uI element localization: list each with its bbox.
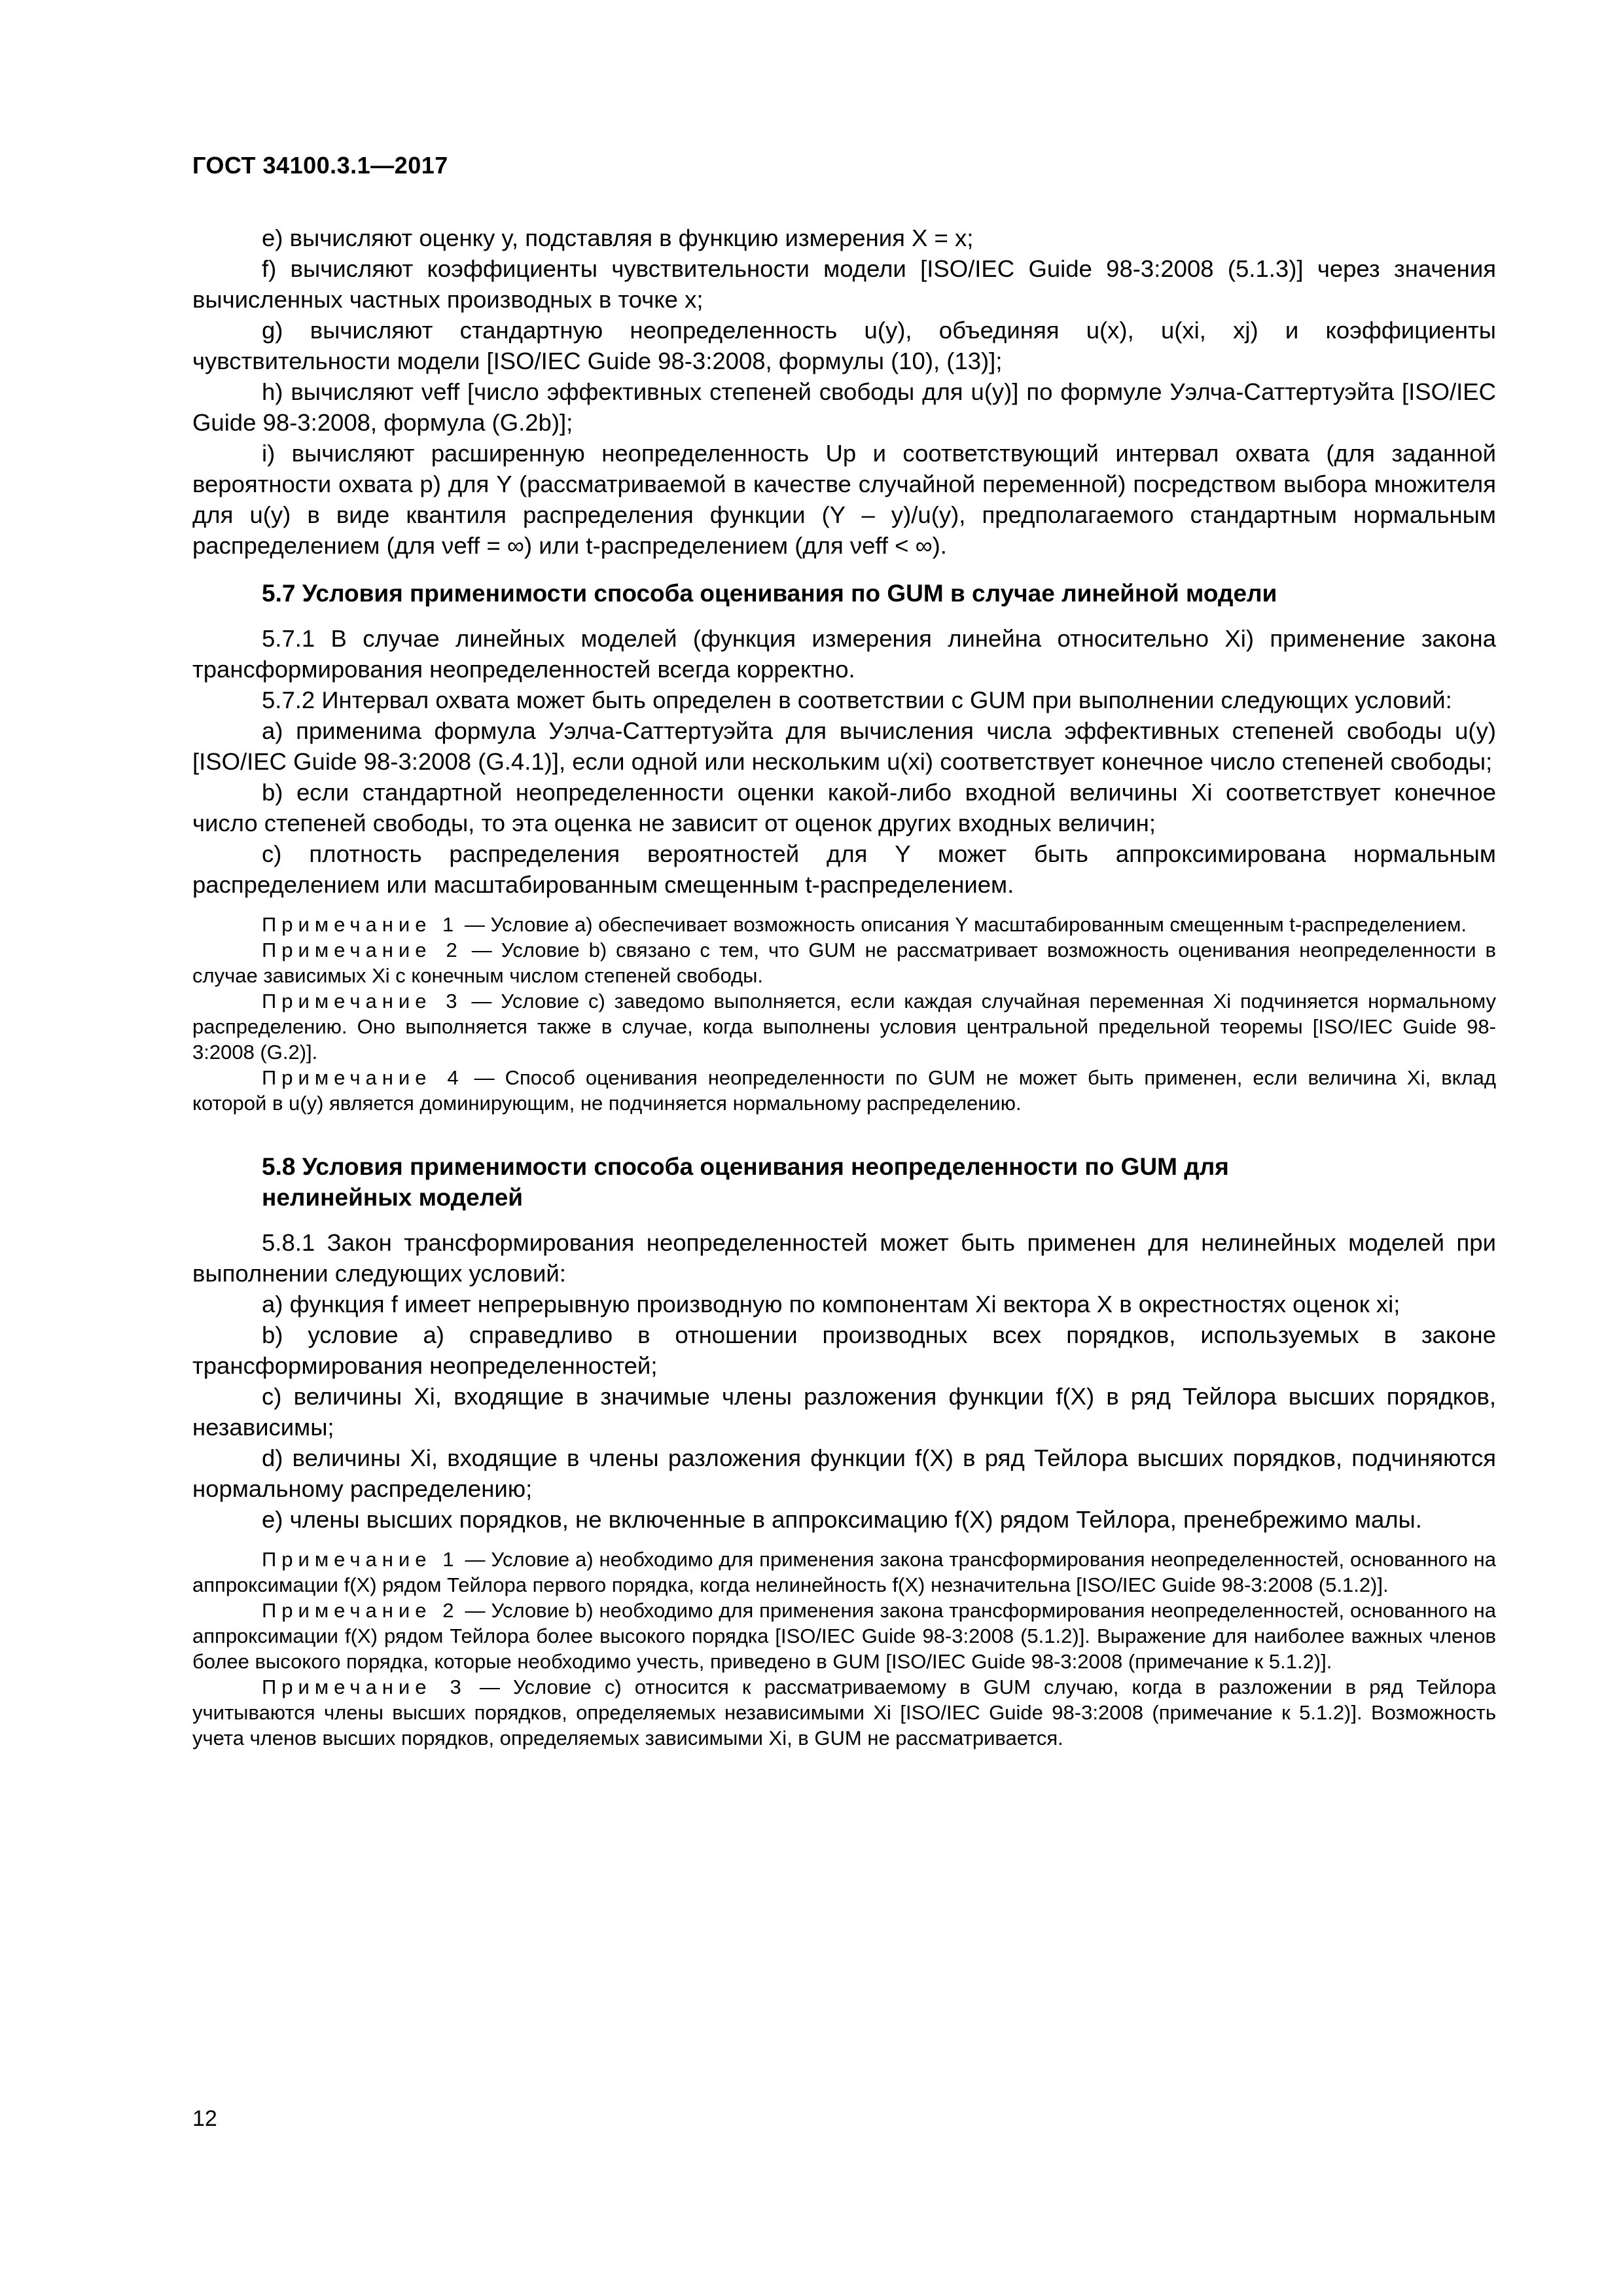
section-5-8-heading-line1: 5.8 Условия применимости способа оценивания неопределенности по GUM для xyxy=(262,1153,1229,1180)
item-i: i) вычисляют расширенную неопределенность Up и соответствующий интервал охвата (для заданной вероятности охвата p) для Y (рассматриваемой в качестве случайной переменной) посредством выбора множителя для u(y) в виде квантиля распределения функции (Y – y)/u(y), предполагаемого стандартным нормальным распределением (для νeff = ∞) или t-распределением (для νeff < ∞). xyxy=(192,440,1496,559)
section-5-8-heading-line2: нелинейных моделей xyxy=(262,1184,524,1211)
para-5-7-1: 5.7.1 В случае линейных моделей (функция измерения линейна относительно Xi) применение закона трансформирования неопределенностей всегда корректно. xyxy=(192,625,1496,683)
condition-b: b) если стандартной неопределенности оценки какой-либо входной величины Xi соответствует конечное число степеней свободы, то эта оценка не зависит от оценок других входных величин; xyxy=(192,779,1496,836)
nl-condition-c: с) величины Xi, входящие в значимые члены разложения функции f(X) в ряд Тейлора высших порядков, независимы; xyxy=(192,1383,1496,1441)
section-5-8-heading xyxy=(262,1151,1496,1213)
nl-condition-d: d) величины Xi, входящие в члены разложения функции f(X) в ряд Тейлора высших порядков, подчиняются нормальному распределению; xyxy=(192,1444,1496,1502)
note-5-7-1: Примечание 1 — Условие а) обеспечивает возможность описания Y масштабированным смещенным t-распределением. xyxy=(262,913,1467,936)
item-h: h) вычисляют νeff [число эффективных степеней свободы для u(y)] по формуле Уэлча-Саттертуэйта [ISO/IEC Guide 98-3:2008, формула (G.2b)]; xyxy=(192,378,1496,436)
para-5-8-1: 5.8.1 Закон трансформирования неопределенностей может быть применен для нелинейных моделей при выполнении следующих условий: xyxy=(192,1229,1496,1287)
note-5-7-3: Примечание 3 — Условие с) заведомо выполняется, если каждая случайная переменная Xi подчиняется нормальному распределению. Оно выполняется также в случае, когда выполнены условия центральной предельной теоремы [ISO/IEC Guide 98-3:2008 (G.2)]. xyxy=(192,990,1496,1064)
nl-condition-b: b) условие а) справедливо в отношении производных всех порядков, используемых в законе трансформирования неопределенностей; xyxy=(192,1321,1496,1379)
note-5-7-2: Примечание 2 — Условие b) связано с тем, что GUM не рассматривает возможность оценивания неопределенности в случае зависимых Xi с конечным числом степеней свободы. xyxy=(192,939,1496,987)
document-body xyxy=(192,223,1496,1751)
condition-a: а) применима формула Уэлча-Саттертуэйта для вычисления числа эффективных степеней свободы u(y) [ISO/IEC Guide 98-3:2008 (G.4.1)], если одной или нескольким u(xi) соответствует конечное число степеней свободы; xyxy=(192,717,1496,775)
page-number: 12 xyxy=(192,2106,217,2131)
item-f: f) вычисляют коэффициенты чувствительности модели [ISO/IEC Guide 98-3:2008 (5.1.3)] через значения вычисленных частных производных в точке x; xyxy=(192,255,1496,313)
item-g: g) вычисляют стандартную неопределенность u(y), объединяя u(x), u(xi, xj) и коэффициенты чувствительности модели [ISO/IEC Guide 98-3:2008, формулы (10), (13)]; xyxy=(192,317,1496,374)
item-e: е) вычисляют оценку y, подставляя в функцию измерения X = x; xyxy=(262,224,974,251)
section-5-7-heading: 5.7 Условия применимости способа оценивания по GUM в случае линейной модели xyxy=(262,580,1277,607)
nl-condition-a: а) функция f имеет непрерывную производную по компонентам Xi вектора X в окрестностях оценок xi; xyxy=(262,1291,1400,1318)
note-5-8-1: Примечание 1 — Условие а) необходимо для применения закона трансформирования неопределенностей, основанного на аппроксимации f(X) рядом Тейлора первого порядка, когда нелинейность f(X) незначительна [ISO/IEC Guide 98-3:2008 (5.1.2)]. xyxy=(192,1548,1496,1596)
note-5-8-3: Примечание 3 — Условие с) относится к рассматриваемому в GUM случаю, когда в разложении в ряд Тейлора учитываются члены высших порядков, определяемых независимыми Xi [ISO/IEC Guide 98-3:2008 (примечание к 5.1.2)]. Возможность учета членов высших порядков, определяемых зависимыми Xi, в GUM не рассматривается. xyxy=(192,1676,1496,1749)
note-5-7-4: Примечание 4 — Способ оценивания неопределенности по GUM не может быть применен, если величина Xi, вклад которой в u(y) является доминирующим, не подчиняется нормальному распределению. xyxy=(192,1066,1496,1115)
document-header: ГОСТ 34100.3.1—2017 xyxy=(192,152,448,179)
note-5-8-2: Примечание 2 — Условие b) необходимо для применения закона трансформирования неопределенностей, основанного на аппроксимации f(X) рядом Тейлора более высокого порядка [ISO/IEC Guide 98-3:2008 (5.1.2)]. Выражение для наиболее важных членов более высокого порядка, которые необходимо учесть, приведено в GUM [ISO/IEC Guide 98-3:2008 (примечание к 5.1.2)]. xyxy=(192,1599,1496,1673)
para-5-7-2: 5.7.2 Интервал охвата может быть определен в соответствии с GUM при выполнении следующих условий: xyxy=(262,687,1452,713)
nl-condition-e: е) члены высших порядков, не включенные в аппроксимацию f(X) рядом Тейлора, пренебрежимо малы. xyxy=(262,1506,1422,1533)
condition-c: с) плотность распределения вероятностей для Y может быть аппроксимирована нормальным распределением или масштабированным смещенным t-распределением. xyxy=(192,840,1496,898)
